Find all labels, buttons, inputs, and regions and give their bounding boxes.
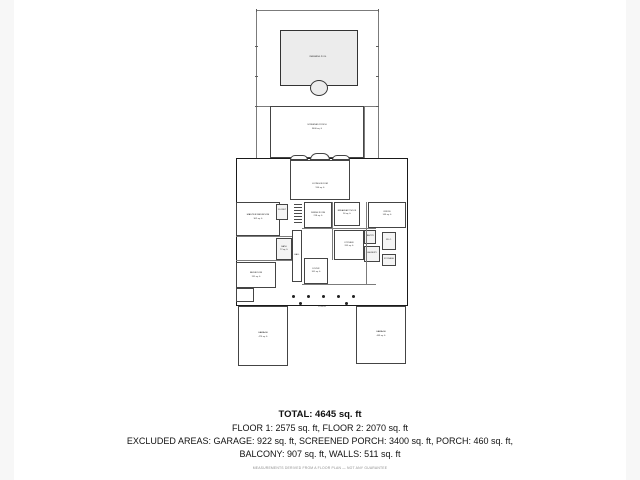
dim-tick bbox=[378, 9, 379, 12]
dim-tick bbox=[376, 46, 379, 47]
room-label-foyer: FOYER bbox=[312, 268, 320, 270]
room-label-bath: BATH bbox=[281, 246, 287, 248]
caption-total: TOTAL: 4645 sq. ft bbox=[278, 409, 362, 420]
room-label-storage: STORAGE bbox=[384, 258, 394, 260]
room-label-garage-right: GARAGE bbox=[376, 331, 386, 333]
staircase bbox=[294, 202, 302, 226]
room-label-laundry: LAUNDRY bbox=[367, 252, 377, 254]
room-label-walk-in-closet: W.I.C. bbox=[386, 239, 392, 241]
dim-line-right-outer bbox=[378, 10, 379, 158]
dim-tick bbox=[256, 9, 257, 12]
room-area-dining-room: 218 sq. ft bbox=[313, 215, 323, 217]
dim-line-right-inner bbox=[364, 106, 365, 158]
plan-caption bbox=[14, 408, 626, 470]
room-area-office: 149 sq. ft bbox=[382, 214, 392, 216]
room-bedroom bbox=[236, 262, 276, 288]
caption-excluded-areas: EXCLUDED AREAS: GARAGE: 922 sq. ft, SCREENED PORCH: 3400 sq. ft, PORCH: 460 sq. ft, bbox=[126, 435, 514, 446]
room-area-living-room: 594 sq. ft bbox=[315, 187, 325, 189]
exterior-bump-left bbox=[236, 288, 254, 302]
room-label-master-bedroom: MASTER BEDROOM bbox=[246, 214, 270, 216]
rear-wall-segment bbox=[310, 153, 330, 160]
room-area-foyer: 161 sq. ft bbox=[311, 271, 321, 273]
interior-wall bbox=[236, 236, 292, 237]
room-label-breakfast-nook: BREAKFAST NOOK bbox=[337, 210, 357, 212]
caption-disclaimer: MEASUREMENTS DERIVED FROM A FLOOR PLAN — NOT ANY GUARANTEE bbox=[252, 465, 388, 470]
room-closet bbox=[276, 204, 288, 220]
caption-floors: FLOOR 1: 2575 sq. ft, FLOOR 2: 2070 sq. ft bbox=[231, 422, 409, 433]
dim-tick bbox=[376, 106, 379, 107]
dim-tick bbox=[255, 76, 258, 77]
room-label-bedroom: BEDROOM bbox=[249, 272, 262, 274]
dim-tick bbox=[255, 106, 258, 107]
room-label-porch: PORCH bbox=[318, 306, 326, 308]
room-label-swimming-pool: SWIMMING POOL bbox=[309, 56, 327, 58]
room-area-master-bedroom: 302 sq. ft bbox=[253, 218, 263, 220]
left-margin-bar bbox=[0, 0, 14, 480]
interior-wall bbox=[236, 260, 292, 261]
room-area-breakfast-nook: 96 sq. ft bbox=[343, 213, 351, 215]
room-label-garage-left: GARAGE bbox=[258, 332, 268, 334]
interior-wall bbox=[302, 228, 376, 229]
interior-wall bbox=[302, 284, 376, 285]
room-label-kitchen: KITCHEN bbox=[344, 242, 354, 244]
floor-plan-drawing bbox=[214, 6, 434, 406]
room-area-garage-right: 443 sq. ft bbox=[376, 335, 386, 337]
room-area-bedroom: 131 sq. ft bbox=[251, 276, 261, 278]
room-living-room bbox=[290, 160, 350, 200]
interior-wall bbox=[332, 202, 333, 260]
caption-balcony-walls: BALCONY: 907 sq. ft, WALLS: 511 sq. ft bbox=[239, 448, 401, 459]
plan-canvas bbox=[14, 0, 626, 480]
pool-spa bbox=[310, 80, 328, 96]
dim-tick bbox=[376, 76, 379, 77]
room-label-office: OFFICE bbox=[383, 211, 391, 213]
dim-line-top bbox=[256, 10, 378, 11]
interior-wall bbox=[366, 202, 367, 284]
room-area-kitchen: 265 sq. ft bbox=[344, 245, 354, 247]
room-area-bath: 72 sq. ft bbox=[280, 249, 288, 251]
room-area-garage-left: 479 sq. ft bbox=[258, 336, 268, 338]
dim-tick bbox=[255, 46, 258, 47]
room-screened-porch bbox=[270, 106, 364, 158]
room-area-screened-porch: 3400 sq. ft bbox=[312, 127, 322, 130]
dim-line-left-outer bbox=[256, 10, 257, 158]
room-label-pantry: PANTRY bbox=[365, 235, 375, 237]
room-label-hall: HALL bbox=[294, 254, 300, 256]
room-label-living-room: LIVING ROOM bbox=[312, 183, 328, 185]
right-margin-bar bbox=[626, 0, 640, 480]
room-label-closet: CLOSET bbox=[277, 209, 287, 211]
room-label-screened-porch: SCREENED PORCH bbox=[307, 124, 327, 126]
room-label-dining-room: DINING ROOM bbox=[310, 212, 326, 214]
